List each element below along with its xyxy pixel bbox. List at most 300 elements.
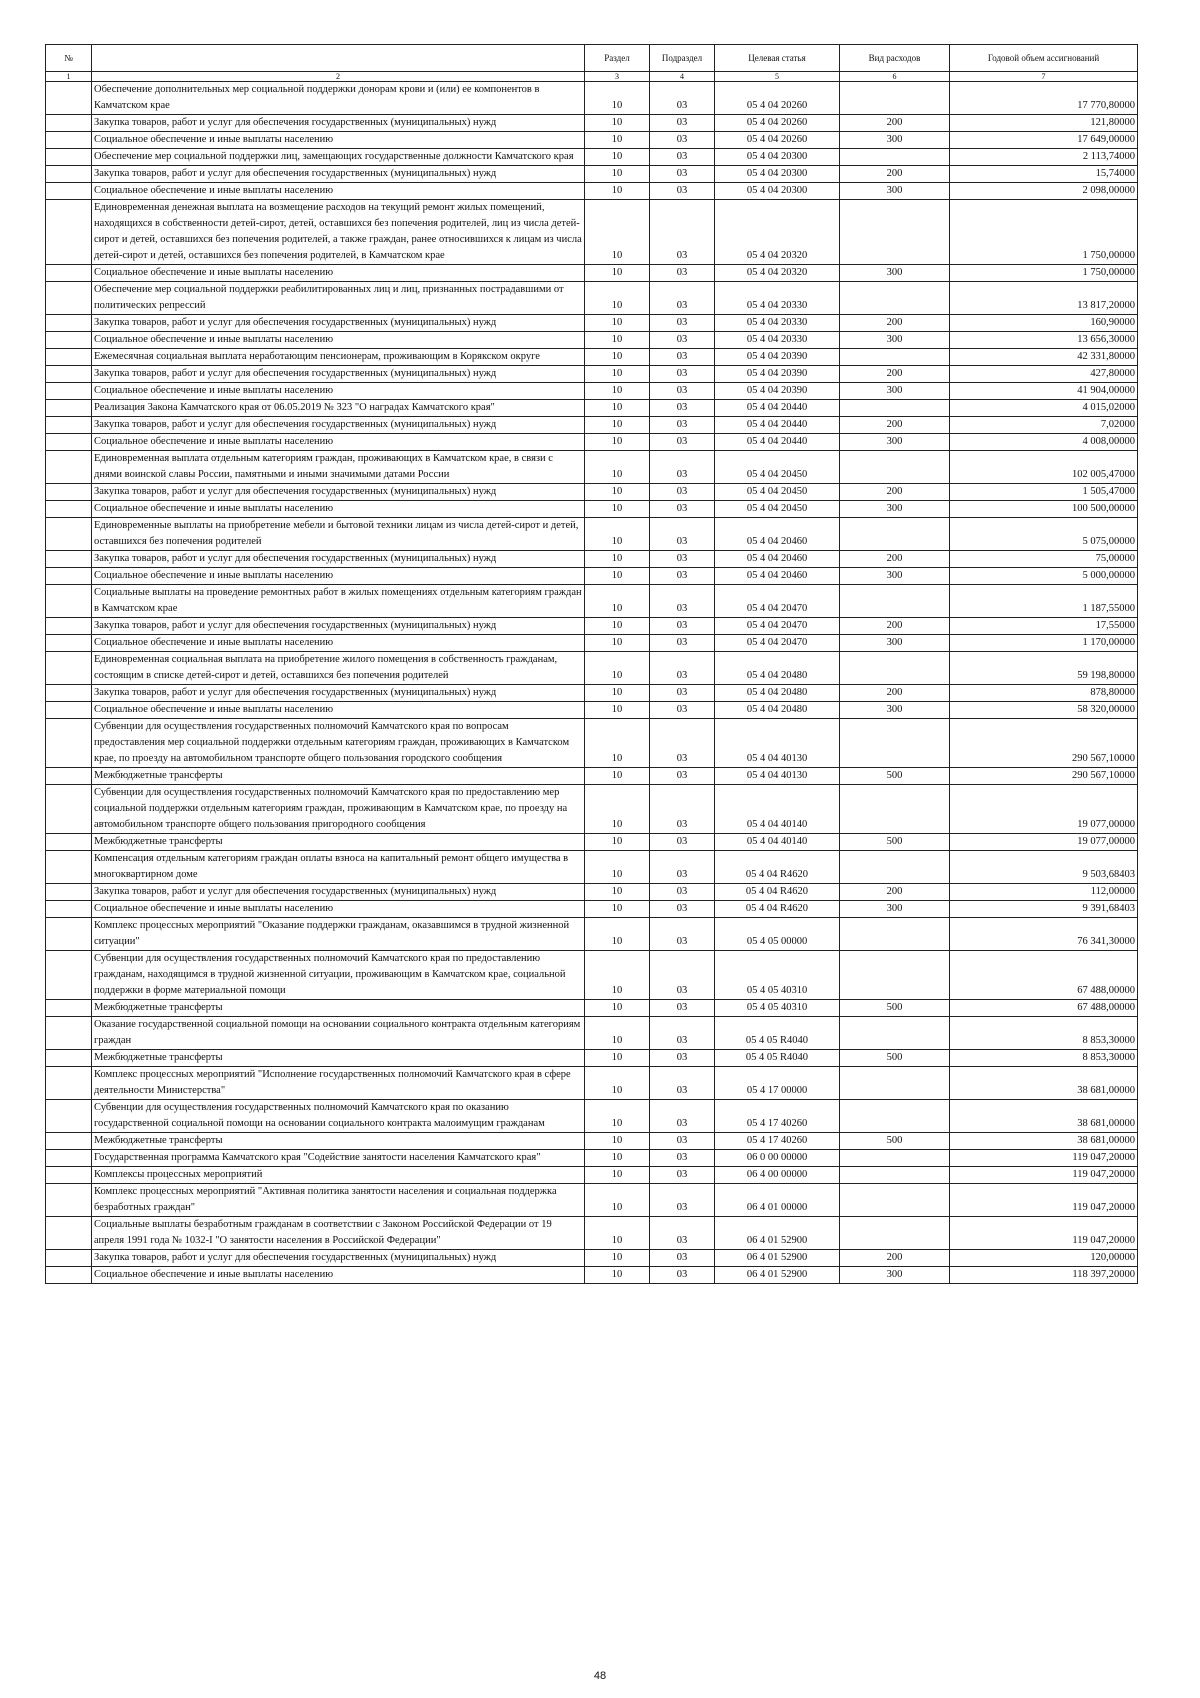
row-number-cell <box>46 149 92 166</box>
table-row <box>46 383 1138 400</box>
table-row <box>46 585 1138 618</box>
header-annual-amount: Годовой объем ассигнований <box>950 45 1138 72</box>
row-amount-cell: 1 750,00000 <box>950 265 1138 282</box>
row-expense-type-cell: 200 <box>840 366 950 383</box>
row-amount-cell: 7,02000 <box>950 417 1138 434</box>
row-amount-cell: 121,80000 <box>950 115 1138 132</box>
row-expense-type-cell <box>840 82 950 115</box>
table-row <box>46 1184 1138 1217</box>
row-expense-type-cell: 200 <box>840 166 950 183</box>
row-target-article-cell: 05 4 04 20330 <box>715 282 840 315</box>
row-section-cell: 10 <box>585 501 650 518</box>
table-row <box>46 434 1138 451</box>
row-amount-cell: 38 681,00000 <box>950 1100 1138 1133</box>
row-name-cell: Межбюджетные трансферты <box>92 1050 585 1067</box>
row-target-article-cell: 05 4 04 20300 <box>715 183 840 200</box>
row-subsection-cell: 03 <box>650 518 715 551</box>
row-amount-cell: 160,90000 <box>950 315 1138 332</box>
row-section-cell: 10 <box>585 82 650 115</box>
row-number-cell <box>46 349 92 366</box>
row-amount-cell: 19 077,00000 <box>950 834 1138 851</box>
table-row <box>46 149 1138 166</box>
row-section-cell: 10 <box>585 132 650 149</box>
row-expense-type-cell: 200 <box>840 551 950 568</box>
row-subsection-cell: 03 <box>650 1184 715 1217</box>
row-expense-type-cell <box>840 518 950 551</box>
row-amount-cell: 8 853,30000 <box>950 1017 1138 1050</box>
row-expense-type-cell <box>840 200 950 265</box>
row-number-cell <box>46 585 92 618</box>
row-section-cell: 10 <box>585 1267 650 1284</box>
row-number-cell <box>46 1000 92 1017</box>
row-name-cell: Закупка товаров, работ и услуг для обеспечения государственных (муниципальных) нужд <box>92 315 585 332</box>
table-row <box>46 115 1138 132</box>
row-target-article-cell: 05 4 04 20470 <box>715 618 840 635</box>
row-section-cell: 10 <box>585 166 650 183</box>
row-subsection-cell: 03 <box>650 282 715 315</box>
row-number-cell <box>46 518 92 551</box>
row-name-cell: Обеспечение дополнительных мер социальной поддержки донорам крови и (или) ее компонентов в Камчатском крае <box>92 82 585 115</box>
table-row <box>46 1217 1138 1250</box>
row-amount-cell: 38 681,00000 <box>950 1133 1138 1150</box>
row-name-cell: Единовременная социальная выплата на приобретение жилого помещения в собственность гражданам, состоящим в списке детей-сирот и детей, оставшихся без попечения родителей <box>92 652 585 685</box>
row-name-cell: Субвенции для осуществления государственных полномочий Камчатского края по вопросам предоставления мер социальной поддержки отдельным категориям граждан, проживающих в Камчатском крае, по проезду на автомобильном транспорте общего пользования городского сообщения <box>92 719 585 768</box>
row-amount-cell: 59 198,80000 <box>950 652 1138 685</box>
table-header-row <box>46 45 1138 72</box>
row-expense-type-cell: 200 <box>840 685 950 702</box>
row-target-article-cell: 05 4 04 20390 <box>715 383 840 400</box>
row-name-cell: Субвенции для осуществления государственных полномочий Камчатского края по предоставлению гражданам, находящимся в трудной жизненной ситуации, проживающим в Камчатском крае, социальной поддержки в форме материальной помощи <box>92 951 585 1000</box>
row-section-cell: 10 <box>585 785 650 834</box>
row-subsection-cell: 03 <box>650 315 715 332</box>
row-section-cell: 10 <box>585 282 650 315</box>
table-row <box>46 1050 1138 1067</box>
row-expense-type-cell: 200 <box>840 1250 950 1267</box>
row-target-article-cell: 05 4 04 20440 <box>715 434 840 451</box>
row-amount-cell: 9 391,68403 <box>950 901 1138 918</box>
table-row <box>46 951 1138 1000</box>
row-target-article-cell: 05 4 05 R4040 <box>715 1050 840 1067</box>
row-target-article-cell: 05 4 04 R4620 <box>715 901 840 918</box>
row-number-cell <box>46 1017 92 1050</box>
row-name-cell: Социальное обеспечение и иные выплаты населению <box>92 132 585 149</box>
row-amount-cell: 17 770,80000 <box>950 82 1138 115</box>
row-number-cell <box>46 884 92 901</box>
row-name-cell: Закупка товаров, работ и услуг для обеспечения государственных (муниципальных) нужд <box>92 618 585 635</box>
row-amount-cell: 119 047,20000 <box>950 1184 1138 1217</box>
row-number-cell <box>46 82 92 115</box>
row-expense-type-cell: 500 <box>840 768 950 785</box>
row-amount-cell: 13 817,20000 <box>950 282 1138 315</box>
header-name <box>92 45 585 72</box>
row-name-cell: Социальные выплаты безработным гражданам в соответствии с Законом Российской Федерации от 19 апреля 1991 года № 1032-I "О занятости населения в Российской Федерации" <box>92 1217 585 1250</box>
row-subsection-cell: 03 <box>650 349 715 366</box>
row-amount-cell: 17 649,00000 <box>950 132 1138 149</box>
row-amount-cell: 290 567,10000 <box>950 719 1138 768</box>
row-target-article-cell: 05 4 04 20480 <box>715 652 840 685</box>
row-section-cell: 10 <box>585 383 650 400</box>
row-expense-type-cell <box>840 1184 950 1217</box>
row-target-article-cell: 05 4 04 R4620 <box>715 851 840 884</box>
row-name-cell: Субвенции для осуществления государственных полномочий Камчатского края по оказанию государственной социальной помощи на основании социального контракта малоимущим гражданам <box>92 1100 585 1133</box>
column-number: 5 <box>715 72 840 82</box>
row-expense-type-cell: 300 <box>840 183 950 200</box>
row-number-cell <box>46 451 92 484</box>
table-row <box>46 851 1138 884</box>
row-section-cell: 10 <box>585 951 650 1000</box>
row-name-cell: Субвенции для осуществления государственных полномочий Камчатского края по предоставлению мер социальной поддержки отдельным категориям граждан, проживающим в Камчатском крае, по проезду на автомобильном транспорте общего пользования пригородного сообщения <box>92 785 585 834</box>
table-body <box>46 82 1138 1284</box>
row-amount-cell: 17,55000 <box>950 618 1138 635</box>
row-target-article-cell: 06 4 01 52900 <box>715 1250 840 1267</box>
row-amount-cell: 75,00000 <box>950 551 1138 568</box>
row-target-article-cell: 06 0 00 00000 <box>715 1150 840 1167</box>
header-section: Раздел <box>585 45 650 72</box>
row-expense-type-cell: 300 <box>840 434 950 451</box>
row-section-cell: 10 <box>585 349 650 366</box>
row-number-cell <box>46 785 92 834</box>
row-amount-cell: 427,80000 <box>950 366 1138 383</box>
row-subsection-cell: 03 <box>650 1017 715 1050</box>
row-expense-type-cell <box>840 1150 950 1167</box>
row-name-cell: Комплексы процессных мероприятий <box>92 1167 585 1184</box>
row-amount-cell: 120,00000 <box>950 1250 1138 1267</box>
row-section-cell: 10 <box>585 1250 650 1267</box>
row-subsection-cell: 03 <box>650 200 715 265</box>
row-target-article-cell: 05 4 04 20480 <box>715 702 840 719</box>
row-subsection-cell: 03 <box>650 265 715 282</box>
row-target-article-cell: 05 4 17 40260 <box>715 1133 840 1150</box>
row-expense-type-cell: 500 <box>840 1133 950 1150</box>
row-expense-type-cell: 200 <box>840 484 950 501</box>
row-target-article-cell: 05 4 04 20470 <box>715 635 840 652</box>
row-section-cell: 10 <box>585 1150 650 1167</box>
row-target-article-cell: 05 4 04 20450 <box>715 451 840 484</box>
header-num: № <box>46 45 92 72</box>
row-expense-type-cell: 300 <box>840 265 950 282</box>
row-target-article-cell: 05 4 04 20460 <box>715 518 840 551</box>
row-section-cell: 10 <box>585 451 650 484</box>
row-name-cell: Закупка товаров, работ и услуг для обеспечения государственных (муниципальных) нужд <box>92 1250 585 1267</box>
table-row <box>46 834 1138 851</box>
row-amount-cell: 58 320,00000 <box>950 702 1138 719</box>
row-expense-type-cell: 300 <box>840 383 950 400</box>
row-expense-type-cell <box>840 1167 950 1184</box>
row-expense-type-cell <box>840 719 950 768</box>
row-section-cell: 10 <box>585 568 650 585</box>
row-target-article-cell: 05 4 04 20330 <box>715 315 840 332</box>
table-row <box>46 618 1138 635</box>
row-subsection-cell: 03 <box>650 851 715 884</box>
column-number: 7 <box>950 72 1138 82</box>
row-subsection-cell: 03 <box>650 1100 715 1133</box>
table-row <box>46 1067 1138 1100</box>
row-target-article-cell: 05 4 04 20450 <box>715 501 840 518</box>
row-number-cell <box>46 400 92 417</box>
row-number-cell <box>46 1217 92 1250</box>
row-target-article-cell: 05 4 04 40130 <box>715 719 840 768</box>
row-section-cell: 10 <box>585 635 650 652</box>
row-target-article-cell: 05 4 04 20260 <box>715 132 840 149</box>
row-subsection-cell: 03 <box>650 1050 715 1067</box>
row-name-cell: Закупка товаров, работ и услуг для обеспечения государственных (муниципальных) нужд <box>92 884 585 901</box>
row-target-article-cell: 05 4 04 40140 <box>715 834 840 851</box>
row-section-cell: 10 <box>585 332 650 349</box>
row-section-cell: 10 <box>585 315 650 332</box>
row-section-cell: 10 <box>585 417 650 434</box>
table-row <box>46 501 1138 518</box>
row-subsection-cell: 03 <box>650 1267 715 1284</box>
row-section-cell: 10 <box>585 652 650 685</box>
row-amount-cell: 76 341,30000 <box>950 918 1138 951</box>
row-amount-cell: 119 047,20000 <box>950 1217 1138 1250</box>
column-number: 1 <box>46 72 92 82</box>
table-row <box>46 349 1138 366</box>
row-name-cell: Закупка товаров, работ и услуг для обеспечения государственных (муниципальных) нужд <box>92 115 585 132</box>
table-row <box>46 200 1138 265</box>
row-target-article-cell: 05 4 04 20460 <box>715 568 840 585</box>
table-row <box>46 82 1138 115</box>
row-subsection-cell: 03 <box>650 366 715 383</box>
row-target-article-cell: 05 4 04 20440 <box>715 400 840 417</box>
row-subsection-cell: 03 <box>650 834 715 851</box>
row-target-article-cell: 06 4 01 52900 <box>715 1217 840 1250</box>
row-amount-cell: 41 904,00000 <box>950 383 1138 400</box>
row-number-cell <box>46 851 92 884</box>
row-name-cell: Компенсация отдельным категориям граждан оплаты взноса на капитальный ремонт общего имущества в многоквартирном доме <box>92 851 585 884</box>
row-target-article-cell: 05 4 04 20390 <box>715 366 840 383</box>
row-amount-cell: 118 397,20000 <box>950 1267 1138 1284</box>
row-section-cell: 10 <box>585 719 650 768</box>
row-expense-type-cell <box>840 652 950 685</box>
row-target-article-cell: 05 4 04 R4620 <box>715 884 840 901</box>
table-row <box>46 484 1138 501</box>
row-subsection-cell: 03 <box>650 82 715 115</box>
table-row <box>46 132 1138 149</box>
row-expense-type-cell <box>840 1067 950 1100</box>
row-section-cell: 10 <box>585 484 650 501</box>
row-expense-type-cell: 200 <box>840 884 950 901</box>
row-expense-type-cell: 300 <box>840 901 950 918</box>
row-section-cell: 10 <box>585 1184 650 1217</box>
row-number-cell <box>46 417 92 434</box>
row-section-cell: 10 <box>585 1017 650 1050</box>
row-target-article-cell: 05 4 04 20320 <box>715 200 840 265</box>
row-section-cell: 10 <box>585 834 650 851</box>
row-section-cell: 10 <box>585 884 650 901</box>
row-number-cell <box>46 265 92 282</box>
row-subsection-cell: 03 <box>650 1000 715 1017</box>
row-number-cell <box>46 484 92 501</box>
row-target-article-cell: 05 4 04 20440 <box>715 417 840 434</box>
row-amount-cell: 15,74000 <box>950 166 1138 183</box>
row-target-article-cell: 05 4 04 40130 <box>715 768 840 785</box>
row-target-article-cell: 05 4 05 40310 <box>715 951 840 1000</box>
table-row <box>46 635 1138 652</box>
row-name-cell: Оказание государственной социальной помощи на основании социального контракта отдельным категориям граждан <box>92 1017 585 1050</box>
row-subsection-cell: 03 <box>650 149 715 166</box>
row-name-cell: Межбюджетные трансферты <box>92 1133 585 1150</box>
row-number-cell <box>46 1133 92 1150</box>
table-row <box>46 1167 1138 1184</box>
row-section-cell: 10 <box>585 366 650 383</box>
column-number: 4 <box>650 72 715 82</box>
row-number-cell <box>46 1184 92 1217</box>
row-name-cell: Закупка товаров, работ и услуг для обеспечения государственных (муниципальных) нужд <box>92 685 585 702</box>
row-expense-type-cell <box>840 282 950 315</box>
row-section-cell: 10 <box>585 434 650 451</box>
row-number-cell <box>46 366 92 383</box>
row-subsection-cell: 03 <box>650 685 715 702</box>
row-expense-type-cell: 300 <box>840 568 950 585</box>
row-amount-cell: 19 077,00000 <box>950 785 1138 834</box>
row-amount-cell: 112,00000 <box>950 884 1138 901</box>
row-name-cell: Социальное обеспечение и иные выплаты населению <box>92 568 585 585</box>
row-number-cell <box>46 901 92 918</box>
row-expense-type-cell <box>840 349 950 366</box>
row-section-cell: 10 <box>585 1050 650 1067</box>
row-section-cell: 10 <box>585 518 650 551</box>
row-section-cell: 10 <box>585 400 650 417</box>
table-row <box>46 568 1138 585</box>
row-expense-type-cell: 300 <box>840 1267 950 1284</box>
row-amount-cell: 119 047,20000 <box>950 1150 1138 1167</box>
row-amount-cell: 67 488,00000 <box>950 1000 1138 1017</box>
table-row <box>46 451 1138 484</box>
row-subsection-cell: 03 <box>650 635 715 652</box>
row-subsection-cell: 03 <box>650 383 715 400</box>
row-target-article-cell: 05 4 17 40260 <box>715 1100 840 1133</box>
row-number-cell <box>46 1067 92 1100</box>
row-target-article-cell: 06 4 01 52900 <box>715 1267 840 1284</box>
table-row <box>46 518 1138 551</box>
row-section-cell: 10 <box>585 1167 650 1184</box>
row-number-cell <box>46 768 92 785</box>
header-expense-type: Вид расходов <box>840 45 950 72</box>
row-expense-type-cell: 300 <box>840 702 950 719</box>
row-amount-cell: 8 853,30000 <box>950 1050 1138 1067</box>
table-row <box>46 166 1138 183</box>
row-target-article-cell: 05 4 04 20320 <box>715 265 840 282</box>
table-row <box>46 265 1138 282</box>
row-subsection-cell: 03 <box>650 1067 715 1100</box>
table-row <box>46 652 1138 685</box>
row-name-cell: Комплекс процессных мероприятий "Активная политика занятости населения и социальная поддержка безработных граждан" <box>92 1184 585 1217</box>
row-expense-type-cell <box>840 149 950 166</box>
row-subsection-cell: 03 <box>650 166 715 183</box>
row-expense-type-cell: 200 <box>840 115 950 132</box>
row-name-cell: Социальное обеспечение и иные выплаты населению <box>92 332 585 349</box>
row-number-cell <box>46 383 92 400</box>
row-subsection-cell: 03 <box>650 785 715 834</box>
table-row <box>46 1100 1138 1133</box>
row-amount-cell: 5 000,00000 <box>950 568 1138 585</box>
row-expense-type-cell <box>840 400 950 417</box>
row-name-cell: Социальное обеспечение и иные выплаты населению <box>92 635 585 652</box>
row-section-cell: 10 <box>585 618 650 635</box>
row-section-cell: 10 <box>585 551 650 568</box>
column-number: 6 <box>840 72 950 82</box>
table-row <box>46 702 1138 719</box>
row-subsection-cell: 03 <box>650 1250 715 1267</box>
row-subsection-cell: 03 <box>650 568 715 585</box>
table-row <box>46 1133 1138 1150</box>
row-subsection-cell: 03 <box>650 585 715 618</box>
row-subsection-cell: 03 <box>650 652 715 685</box>
row-number-cell <box>46 132 92 149</box>
table-row <box>46 183 1138 200</box>
row-subsection-cell: 03 <box>650 884 715 901</box>
row-target-article-cell: 05 4 04 20390 <box>715 349 840 366</box>
row-amount-cell: 1 170,00000 <box>950 635 1138 652</box>
row-expense-type-cell: 300 <box>840 132 950 149</box>
row-name-cell: Государственная программа Камчатского края "Содействие занятости населения Камчатского края" <box>92 1150 585 1167</box>
row-subsection-cell: 03 <box>650 183 715 200</box>
row-expense-type-cell <box>840 1100 950 1133</box>
row-number-cell <box>46 183 92 200</box>
row-subsection-cell: 03 <box>650 719 715 768</box>
row-subsection-cell: 03 <box>650 332 715 349</box>
table-row <box>46 1267 1138 1284</box>
row-subsection-cell: 03 <box>650 618 715 635</box>
row-name-cell: Комплекс процессных мероприятий "Исполнение государственных полномочий Камчатского края в сфере деятельности Министерства" <box>92 1067 585 1100</box>
table-row <box>46 400 1138 417</box>
header-target-article: Целевая статья <box>715 45 840 72</box>
table-row <box>46 1000 1138 1017</box>
row-section-cell: 10 <box>585 901 650 918</box>
row-number-cell <box>46 200 92 265</box>
table-row <box>46 282 1138 315</box>
row-amount-cell: 119 047,20000 <box>950 1167 1138 1184</box>
row-subsection-cell: 03 <box>650 501 715 518</box>
row-expense-type-cell: 300 <box>840 332 950 349</box>
row-expense-type-cell: 500 <box>840 1050 950 1067</box>
row-expense-type-cell <box>840 918 950 951</box>
row-name-cell: Комплекс процессных мероприятий "Оказание поддержки гражданам, оказавшимся в трудной жизненной ситуации" <box>92 918 585 951</box>
row-name-cell: Единовременная денежная выплата на возмещение расходов на текущий ремонт жилых помещений, находящихся в собственности детей-сирот, детей, оставшихся без попечения родителей, лиц из числа детей-сирот и детей, оставшихся без попечения родителей, а также граждан, ранее относившихся к лицам из числа детей-сирот и детей, оставшихся без попечения родителей, в Камчатском крае <box>92 200 585 265</box>
row-name-cell: Единовременные выплаты на приобретение мебели и бытовой техники лицам из числа детей-сирот и детей, оставшихся без попечения родителей <box>92 518 585 551</box>
row-subsection-cell: 03 <box>650 115 715 132</box>
row-amount-cell: 100 500,00000 <box>950 501 1138 518</box>
table-row <box>46 1250 1138 1267</box>
row-target-article-cell: 05 4 17 00000 <box>715 1067 840 1100</box>
row-amount-cell: 67 488,00000 <box>950 951 1138 1000</box>
table-row <box>46 366 1138 383</box>
row-amount-cell: 1 505,47000 <box>950 484 1138 501</box>
row-amount-cell: 5 075,00000 <box>950 518 1138 551</box>
row-number-cell <box>46 501 92 518</box>
row-section-cell: 10 <box>585 585 650 618</box>
table-row <box>46 719 1138 768</box>
row-section-cell: 10 <box>585 1067 650 1100</box>
row-section-cell: 10 <box>585 851 650 884</box>
row-expense-type-cell: 200 <box>840 315 950 332</box>
column-number: 3 <box>585 72 650 82</box>
row-amount-cell: 42 331,80000 <box>950 349 1138 366</box>
row-subsection-cell: 03 <box>650 768 715 785</box>
row-subsection-cell: 03 <box>650 918 715 951</box>
table-row <box>46 551 1138 568</box>
row-name-cell: Межбюджетные трансферты <box>92 1000 585 1017</box>
row-amount-cell: 38 681,00000 <box>950 1067 1138 1100</box>
row-name-cell: Обеспечение мер социальной поддержки реабилитированных лиц и лиц, признанных пострадавшими от политических репрессий <box>92 282 585 315</box>
row-number-cell <box>46 918 92 951</box>
row-amount-cell: 1 187,55000 <box>950 585 1138 618</box>
row-section-cell: 10 <box>585 1217 650 1250</box>
row-target-article-cell: 06 4 00 00000 <box>715 1167 840 1184</box>
table-row <box>46 768 1138 785</box>
row-section-cell: 10 <box>585 702 650 719</box>
